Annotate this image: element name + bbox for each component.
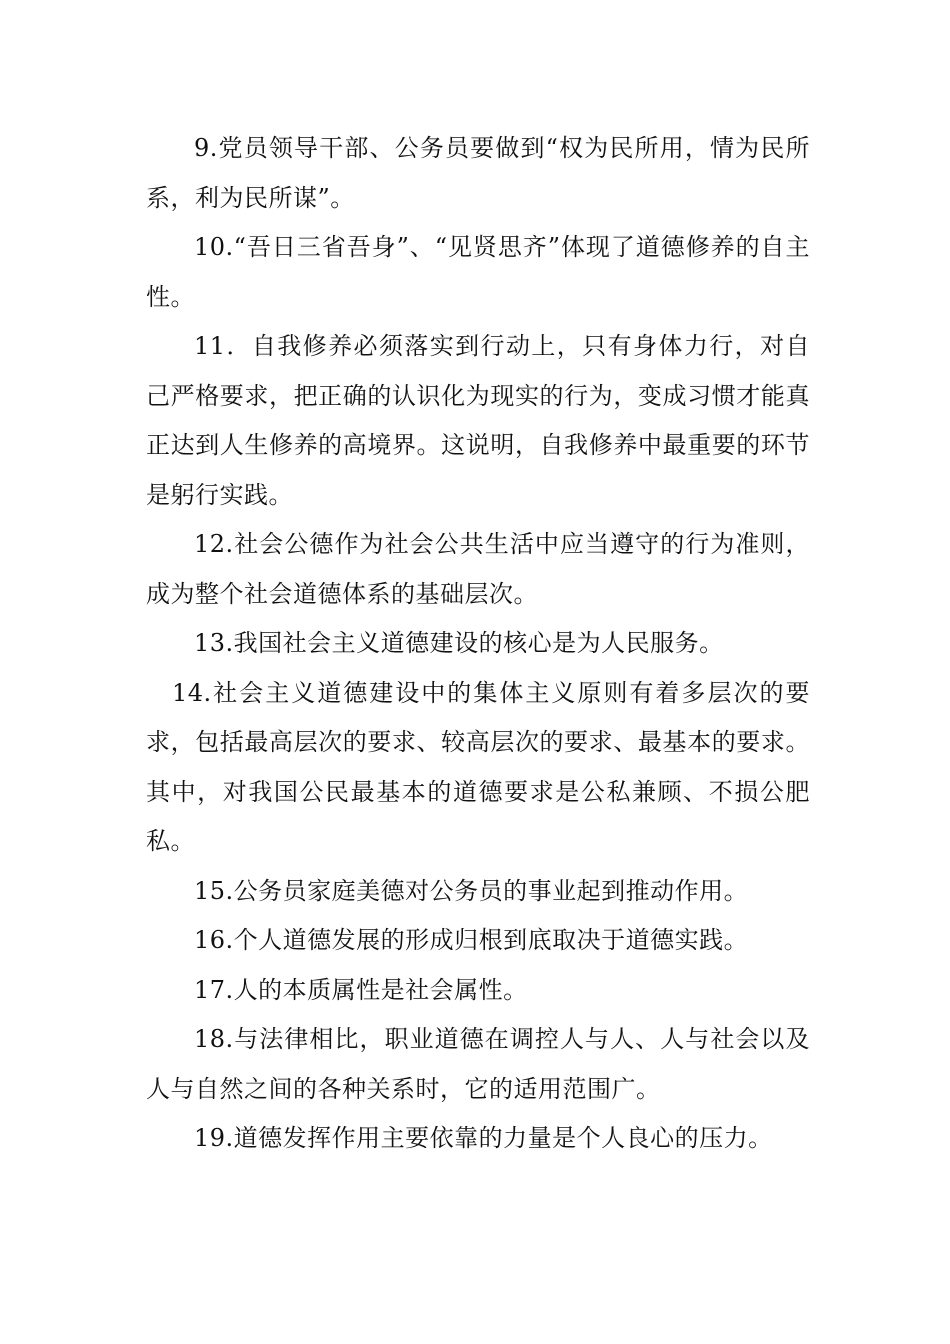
paragraph-item-13: 13.我国社会主义道德建设的核心是为人民服务。 [194, 629, 724, 657]
paragraph-item-10: 10.“吾日三省吾身”、“见贤思齐”体现了道德修养的自主性。 [146, 233, 810, 311]
paragraph-item-18: 18.与法律相比，职业道德在调控人与人、人与社会以及人与自然之间的各种关系时，它的适用范围广。 [146, 1025, 810, 1103]
paragraph-item-15: 15.公务员家庭美德对公务员的事业起到推动作用。 [194, 876, 749, 905]
paragraph-item-11: 11．自我修养必须落实到行动上，只有身体力行，对自己严格要求，把正确的认识化为现实的行为，变成习惯才能真正达到人生修养的高境界。这说明，自我修养中最重要的环节是躬行实践。 [146, 332, 810, 509]
paragraph-item-14: 14.社会主义道德建设中的集体主义原则有着多层次的要求，包括最高层次的要求、较高层次的要求、最基本的要求。其中，对我国公民最基本的道德要求是公私兼顾、不损公肥私。 [146, 678, 810, 855]
document-body [146, 124, 810, 1164]
paragraph-item-12: 12.社会公德作为社会公共生活中应当遵守的行为准则，成为整个社会道德体系的基础层次。 [146, 530, 810, 608]
paragraph-item-16: 16.个人道德发展的形成归根到底取决于道德实践。 [194, 926, 749, 954]
paragraph-item-19: 19.道德发挥作用主要依靠的力量是个人良心的压力。 [194, 1124, 773, 1152]
paragraph-item-9: 9.党员领导干部、公务员要做到“权为民所用，情为民所系，利为民所谋”。 [146, 134, 810, 212]
paragraph-item-17: 17.人的本质属性是社会属性。 [194, 975, 528, 1004]
